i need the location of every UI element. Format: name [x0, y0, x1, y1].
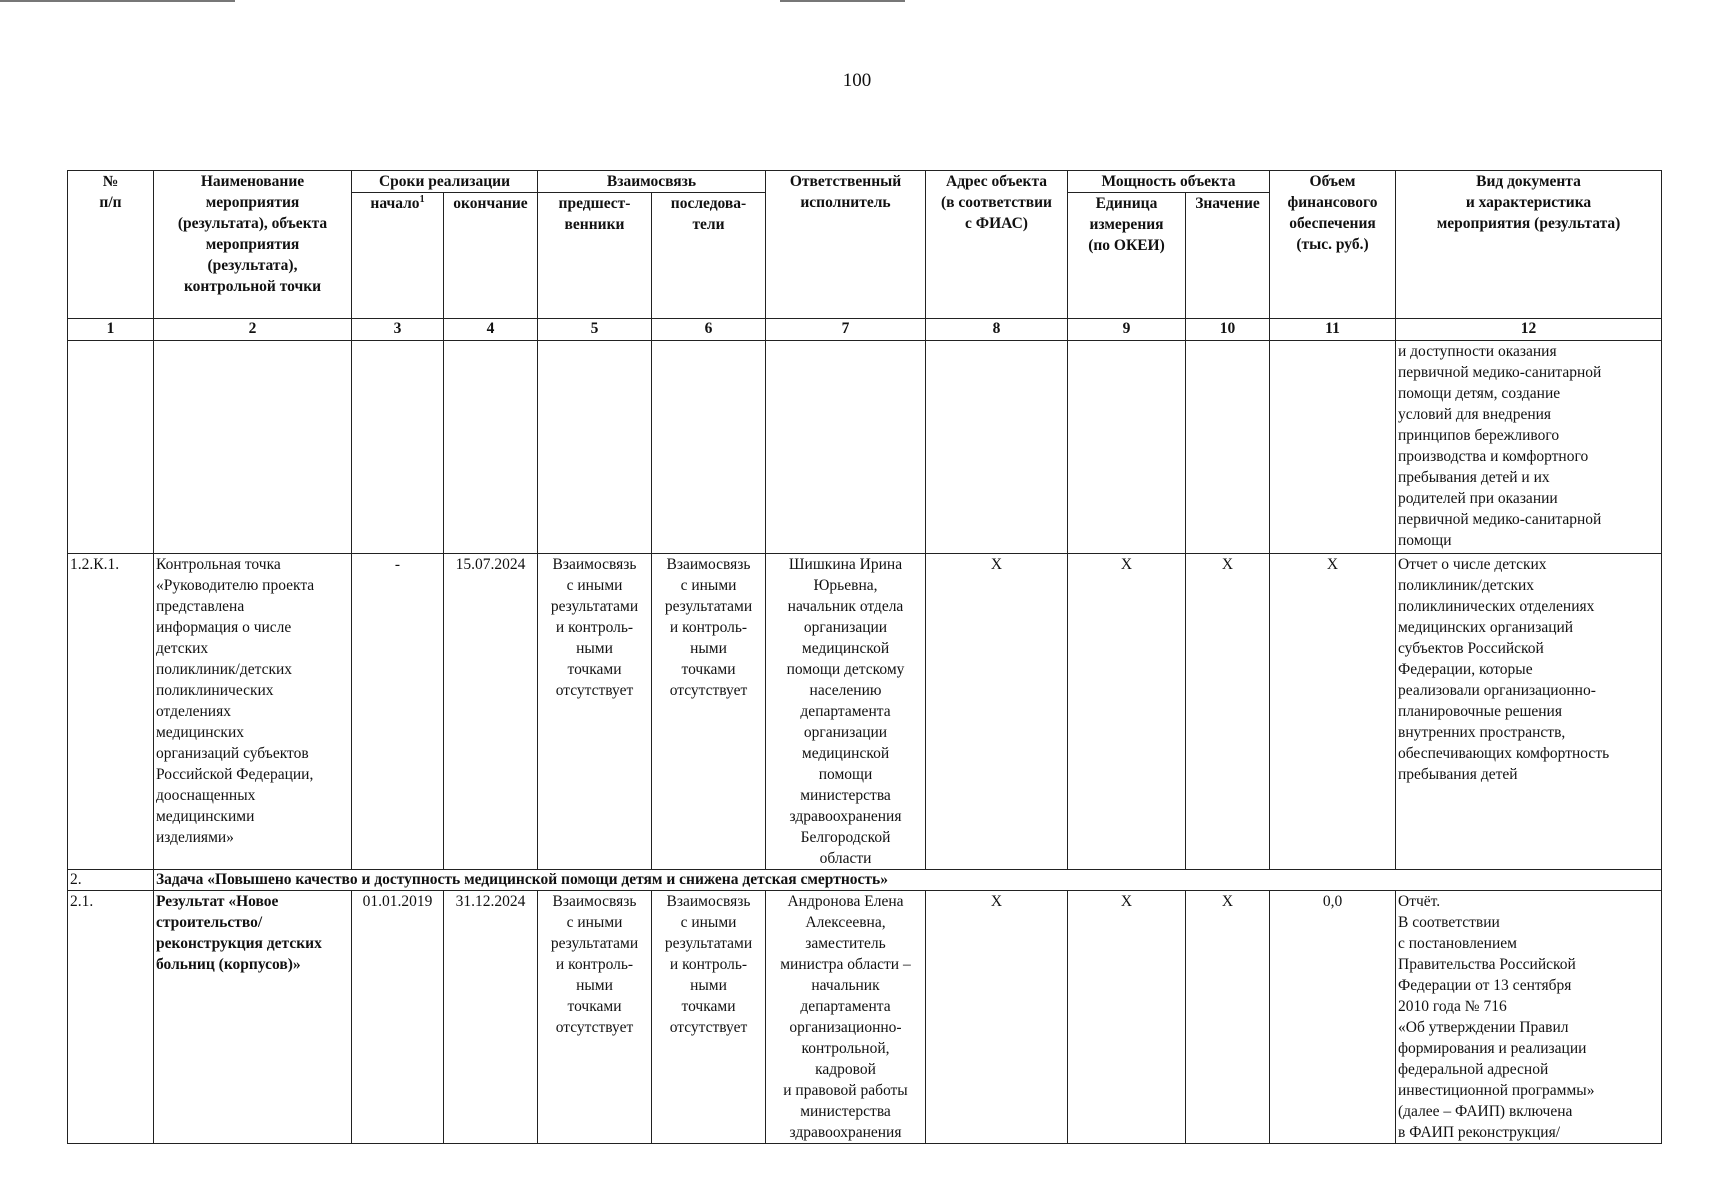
cell-empty: [1186, 341, 1270, 554]
header-start: [352, 193, 444, 319]
cell-responsible: Шишкина Ирина Юрьевна, начальник отдела организации медицинской помощи детскому населению департамента организации медицинской помощи министерства здравоохранения Белгородской области: [766, 554, 926, 870]
scan-edge-left: [0, 0, 235, 2]
cell-funding: 0,0: [1270, 891, 1396, 1144]
cell-end: 31.12.2024: [444, 891, 538, 1144]
column-numbers-row: [68, 319, 1662, 341]
cell-empty: [538, 341, 652, 554]
cell-empty: [68, 341, 154, 554]
column-number: 11: [1270, 319, 1396, 341]
cell-empty: [652, 341, 766, 554]
cell-value: X: [1186, 891, 1270, 1144]
header-successors: последова- тели: [652, 193, 766, 319]
header-start-label: начало: [370, 195, 420, 212]
cell-task-title: Задача «Повышено качество и доступность медицинской помощи детям и снижена детская смертность»: [154, 870, 1662, 891]
cell-start: 01.01.2019: [352, 891, 444, 1144]
cell-name: Результат «Новое строительство/ реконструкция детских больниц (корпусов)»: [154, 891, 352, 1144]
column-number: 7: [766, 319, 926, 341]
cell-unit: X: [1068, 554, 1186, 870]
cell-empty: [444, 341, 538, 554]
column-number: 12: [1396, 319, 1662, 341]
cell-funding: X: [1270, 554, 1396, 870]
header-row-1: [68, 171, 1662, 193]
header-funding: Объем финансового обеспечения (тыс. руб.): [1270, 171, 1396, 319]
cell-successors: Взаимосвязь с иными результатами и контроль- ными точками отсутствует: [652, 554, 766, 870]
cell-address: X: [926, 554, 1068, 870]
cell-empty: [1270, 341, 1396, 554]
header-relation: Взаимосвязь: [538, 171, 766, 193]
cell-successors: Взаимосвязь с иными результатами и контроль- ными точками отсутствует: [652, 891, 766, 1144]
column-number: 8: [926, 319, 1068, 341]
header-unit: Единица измерения (по ОКЕИ): [1068, 193, 1186, 319]
header-responsible: Ответственный исполнитель: [766, 171, 926, 319]
table-row-control-point: [68, 554, 1662, 870]
column-number: 5: [538, 319, 652, 341]
cell-num: 2.: [68, 870, 154, 891]
header-terms: Сроки реализации: [352, 171, 538, 193]
column-number: 1: [68, 319, 154, 341]
cell-empty: [926, 341, 1068, 554]
page-number: 100: [842, 70, 872, 91]
header-num: № п/п: [68, 171, 154, 319]
column-number: 9: [1068, 319, 1186, 341]
cell-doc-type: и доступности оказания первичной медико-санитарной помощи детям, создание условий для внедрения принципов бережливого производства и комфортного пребывания детей и их родителей при оказании первичной медико-санитарной помощи: [1396, 341, 1662, 554]
column-number: 3: [352, 319, 444, 341]
cell-unit: X: [1068, 891, 1186, 1144]
column-number: 6: [652, 319, 766, 341]
cell-doc-type: Отчёт. В соответствии с постановлением Правительства Российской Федерации от 13 сентября 2010 года № 716 «Об утверждении Правил формирования и реализации федеральной адресной инвестиционной программы» (далее – ФАИП) включена в ФАИП реконструкция/: [1396, 891, 1662, 1144]
header-name: Наименование мероприятия (результата), объекта мероприятия (результата), контрольной точки: [154, 171, 352, 319]
cell-responsible: Андронова Елена Алексеевна, заместитель министра области – начальник департамента организационно- контрольной, кадровой и правовой работы министерства здравоохранения: [766, 891, 926, 1144]
cell-address: X: [926, 891, 1068, 1144]
cell-predecessors: Взаимосвязь с иными результатами и контроль- ными точками отсутствует: [538, 891, 652, 1144]
cell-empty: [154, 341, 352, 554]
cell-end: 15.07.2024: [444, 554, 538, 870]
cell-num: 1.2.К.1.: [68, 554, 154, 870]
column-number: 10: [1186, 319, 1270, 341]
header-end: окончание: [444, 193, 538, 319]
cell-empty: [766, 341, 926, 554]
table-row-task: [68, 870, 1662, 891]
table-row-continued: [68, 341, 1662, 554]
table-row-result: [68, 891, 1662, 1144]
cell-doc-type: Отчет о числе детских поликлиник/детских поликлинических отделениях медицинских организаций субъектов Российской Федерации, которые реализовали организационно- планировочные решения внутренних пространств, обеспечивающих комфортность пребывания детей: [1396, 554, 1662, 870]
header-doc-type: Вид документа и характеристика мероприятия (результата): [1396, 171, 1662, 319]
header-address: Адрес объекта (в соответствии с ФИАС): [926, 171, 1068, 319]
header-capacity: Мощность объекта: [1068, 171, 1270, 193]
activity-table: [67, 170, 1662, 1144]
cell-predecessors: Взаимосвязь с иными результатами и контроль- ными точками отсутствует: [538, 554, 652, 870]
cell-start: -: [352, 554, 444, 870]
header-value: Значение: [1186, 193, 1270, 319]
cell-num: 2.1.: [68, 891, 154, 1144]
cell-value: X: [1186, 554, 1270, 870]
cell-empty: [352, 341, 444, 554]
header-predecessors: предшест- венники: [538, 193, 652, 319]
cell-empty: [1068, 341, 1186, 554]
cell-name: Контрольная точка «Руководителю проекта представлена информация о числе детских поликлиник/детских поликлинических отделениях медицинских организаций субъектов Российской Федерации, дооснащенных медицинскими изделиями»: [154, 554, 352, 870]
scan-edge-right: [780, 0, 905, 2]
column-number: 4: [444, 319, 538, 341]
column-number: 2: [154, 319, 352, 341]
footnote-marker: 1: [419, 193, 425, 205]
